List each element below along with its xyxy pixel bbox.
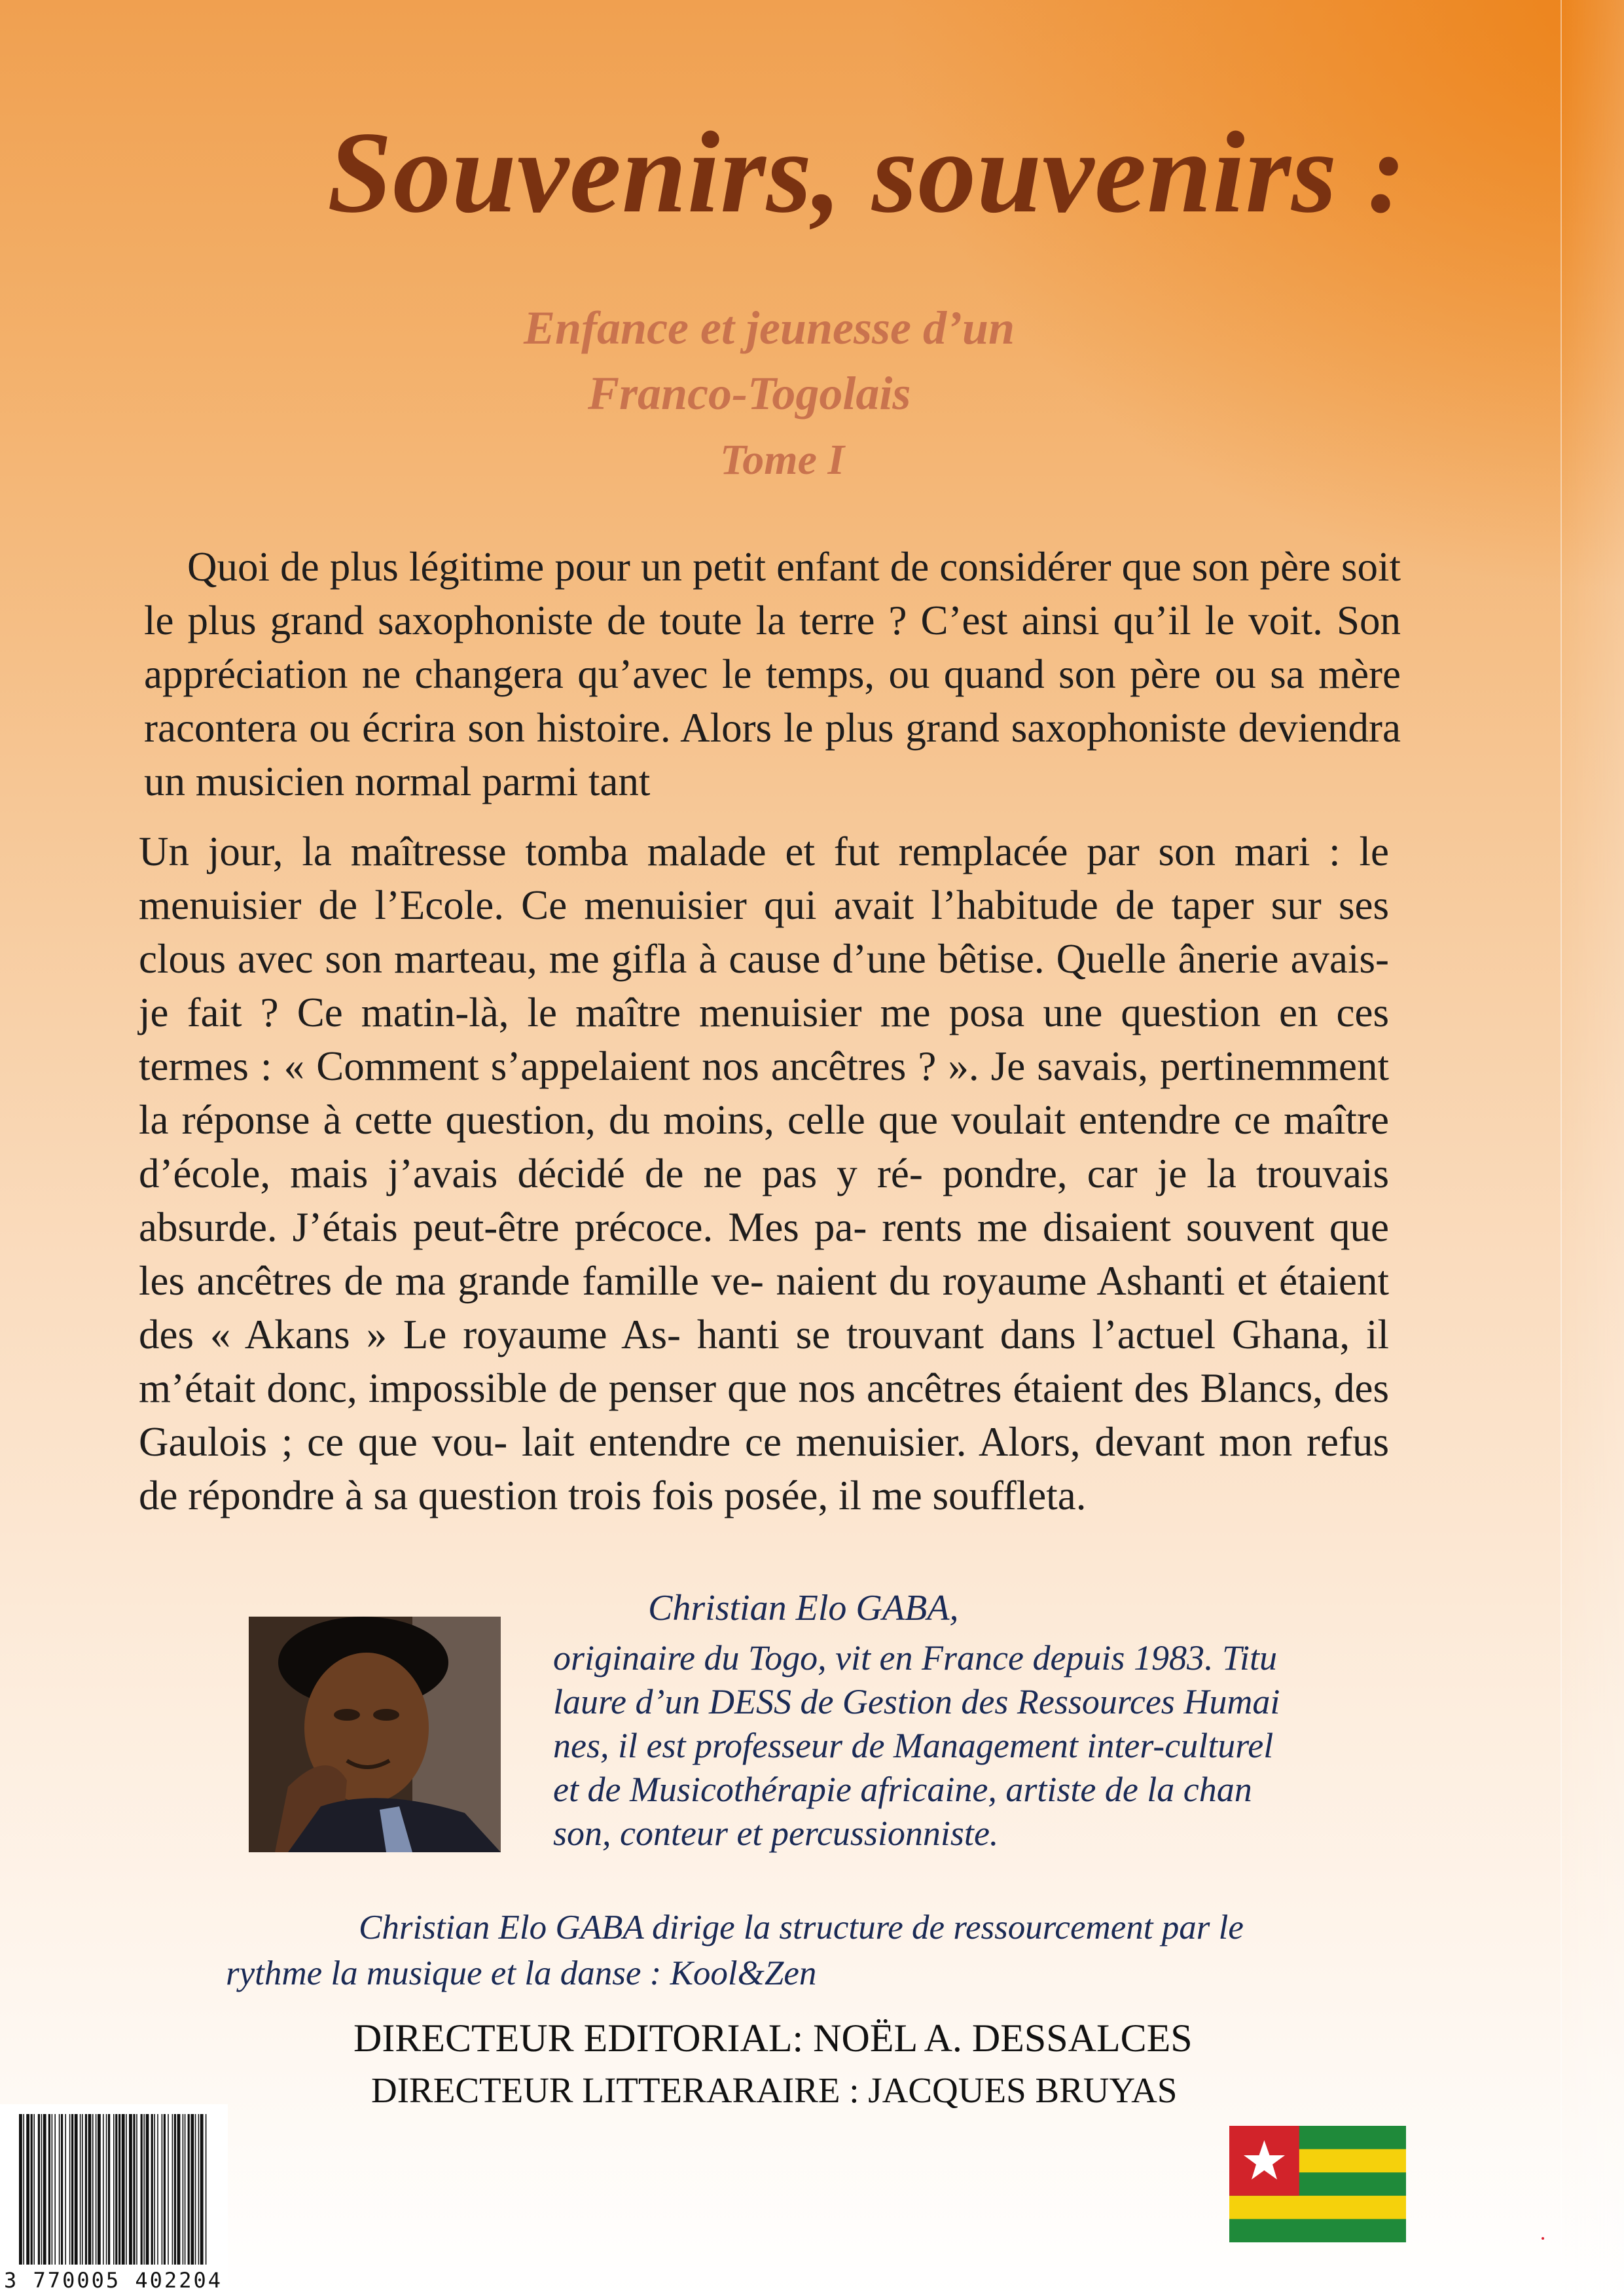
author-bio-line: nes, il est professeur de Management inter-culturel — [553, 1726, 1274, 1765]
structure-line-2: rythme la musique et la danse : Kool&Zen — [226, 1954, 817, 1992]
book-title: Souvenirs, souvenirs : — [327, 107, 1407, 237]
literary-director: DIRECTEUR LITTERARAIRE : JACQUES BRUYAS — [371, 2070, 1178, 2110]
intro-paragraph: Quoi de plus légitime pour un petit enfant de considérer que son père soit le plus grand saxophoniste de toute la terre ? C’est ainsi qu’il le voit. Son appréciation ne changera qu’avec le temps, ou quand son père ou sa mère racontera ou écrira son histoire. Alors le plus grand saxophoniste deviendra un musicien normal parmi tant — [144, 544, 1401, 804]
author-bio — [553, 1636, 1352, 1856]
excerpt-paragraph: Un jour, la maîtresse tomba malade et fut remplacée par son mari : le menuisier de l’Ecole. Ce menuisier qui avait l’habitude de taper sur ses clous avec son marteau, me gifla à cause d’une bêtise. Quelle ânerie avais-je fait ? Ce matin-là, le maître menuisier me posa une question en ces termes : « Comment s’appelaient nos ancêtres ? ». Je savais, pertinemment la réponse à cette question, du moins, celle que voulait entendre ce maître d’école, mais j’avais décidé de ne pas y ré- pondre, car je la trouvais absurde. J’étais peut-être précoce. Mes pa- rents me disaient souvent que les ancêtres de ma grande famille ve- naient du royaume Ashanti et étaient des « Akans » Le royaume As- hanti se trouvant dans l’actuel Ghana, il m’était donc, impossible de penser que nos ancêtres étaient des Blancs, des Gaulois ; ce que vou- lait entendre ce menuisier. Alors, devant mon refus de répondre à sa question trois fois posée, il me souffleta. — [139, 829, 1389, 1518]
author-bio-line: son, conteur et percussionniste. — [553, 1814, 999, 1853]
barcode — [0, 2104, 228, 2296]
subtitle-line-2: Franco-Togolais — [588, 367, 911, 420]
decorative-dot — [1542, 2237, 1544, 2240]
author-photo — [249, 1617, 501, 1852]
volume-label: Tome I — [720, 436, 845, 484]
author-name: Christian Elo GABA, — [648, 1588, 959, 1628]
structure-line-1: Christian Elo GABA dirige la structure de ressourcement par le — [359, 1909, 1244, 1946]
author-bio-line: laure d’un DESS de Gestion des Ressources Humai — [553, 1682, 1280, 1721]
spine-edge — [1561, 0, 1624, 2296]
barcode-bars — [16, 2114, 213, 2265]
barcode-number: 3 770005 402204 — [4, 2268, 223, 2293]
editorial-director: DIRECTEUR EDITORIAL: NOËL A. DESSALCES — [353, 2017, 1193, 2060]
togo-flag-icon — [1229, 2126, 1406, 2242]
author-bio-line: et de Musicothérapie africaine, artiste de la chan — [553, 1770, 1252, 1809]
author-bio-line: originaire du Togo, vit en France depuis 1983. Titu — [553, 1638, 1277, 1677]
subtitle-line-1: Enfance et jeunesse d’un — [524, 302, 1015, 354]
